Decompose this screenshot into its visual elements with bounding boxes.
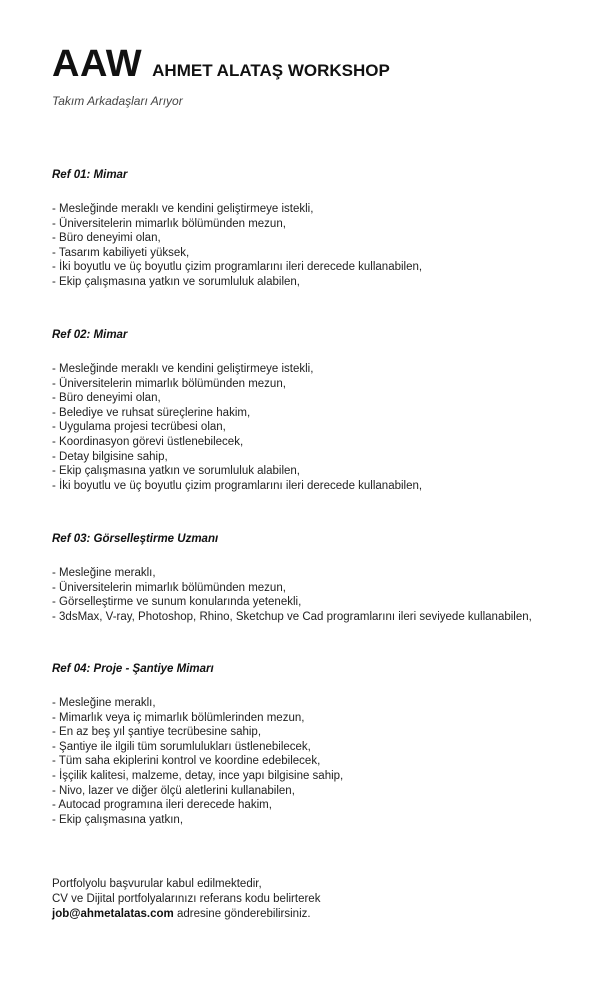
section-title: Ref 02: Mimar [52, 329, 128, 341]
list-item: - Şantiye ile ilgili tüm sorumlulukları üstlenebilecek, [52, 740, 311, 753]
list-item: - Ekip çalışmasına yatkın ve sorumluluk alabilen, [52, 465, 300, 478]
brand-header [52, 44, 582, 84]
list-item: - Büro deneyimi olan, [52, 232, 161, 245]
list-item: - Tasarım kabiliyeti yüksek, [52, 246, 190, 259]
section-title: Ref 01: Mimar [52, 169, 128, 181]
list-item: - Autocad programına ileri derecede hakim, [52, 799, 272, 812]
requirements-list [52, 566, 582, 624]
list-item: - İki boyutlu ve üç boyutlu çizim programlarını ileri derecede kullanabilen, [52, 261, 423, 274]
list-item: - Tüm saha ekiplerini kontrol ve koordine edebilecek, [52, 755, 321, 768]
section-title: Ref 03: Görselleştirme Uzmanı [52, 533, 219, 545]
list-item: - En az beş yıl şantiye tecrübesine sahip, [52, 726, 262, 739]
requirements-list [52, 696, 582, 827]
list-item: - Mesleğinde meraklı ve kendini geliştirmeye istekli, [52, 203, 314, 215]
job-section-ref03 [52, 532, 582, 624]
list-item: - Nivo, lazer ve diğer ölçü aletlerini kullanabilen, [52, 784, 295, 797]
email-link[interactable]: job@ahmetalatas.com [52, 907, 174, 920]
requirements-list [52, 362, 582, 493]
list-item: - Görselleştirme ve sunum konularında yetenekli, [52, 596, 302, 609]
requirements-list [52, 202, 582, 290]
list-item: - 3dsMax, V-ray, Photoshop, Rhino, Sketchup ve Cad programlarını ileri seviyede kullanabilen, [52, 610, 532, 623]
job-section-ref01 [52, 168, 582, 290]
tagline: Takım Arkadaşları Arıyor [52, 94, 183, 108]
list-item: - Üniversitelerin mimarlık bölümünden mezun, [52, 217, 286, 230]
list-item: - Ekip çalışmasına yatkın ve sorumluluk alabilen, [52, 275, 300, 288]
list-item: - Üniversitelerin mimarlık bölümünden mezun, [52, 377, 286, 390]
list-item: - Koordinasyon görevi üstlenebilecek, [52, 435, 244, 448]
list-item: - Belediye ve ruhsat süreçlerine hakim, [52, 406, 251, 419]
list-item: - Mimarlık veya iç mimarlık bölümlerinden mezun, [52, 711, 305, 724]
logo: AAW [52, 43, 143, 85]
section-title: Ref 04: Proje - Şantiye Mimarı [52, 663, 214, 675]
list-item: - Ekip çalışmasına yatkın, [52, 813, 184, 826]
list-item: - Mesleğine meraklı, [52, 567, 156, 579]
list-item: - Mesleğinde meraklı ve kendini geliştirmeye istekli, [52, 363, 314, 375]
job-section-ref02 [52, 328, 582, 493]
page [52, 43, 582, 920]
footer-line-3-text: adresine gönderebilirsiniz. [173, 907, 311, 920]
footer-line-1: Portfolyolu başvurular kabul edilmektedir, [52, 878, 262, 890]
list-item: - Detay bilgisine sahip, [52, 450, 168, 463]
list-item: - Uygulama projesi tecrübesi olan, [52, 421, 226, 434]
job-section-ref04 [52, 662, 582, 827]
list-item: - Büro deneyimi olan, [52, 392, 161, 405]
company-name: AHMET ALATAŞ WORKSHOP [152, 61, 390, 80]
footer-line-3 [52, 907, 582, 922]
list-item: - İki boyutlu ve üç boyutlu çizim programlarını ileri derecede kullanabilen, [52, 479, 423, 492]
list-item: - Üniversitelerin mimarlık bölümünden mezun, [52, 581, 286, 594]
application-footer [52, 877, 582, 921]
list-item: - Mesleğine meraklı, [52, 697, 156, 709]
footer-line-2: CV ve Dijital portfolyalarınızı referans kodu belirterek [52, 892, 321, 905]
list-item: - İşçilik kalitesi, malzeme, detay, ince yapı bilgisine sahip, [52, 769, 344, 782]
